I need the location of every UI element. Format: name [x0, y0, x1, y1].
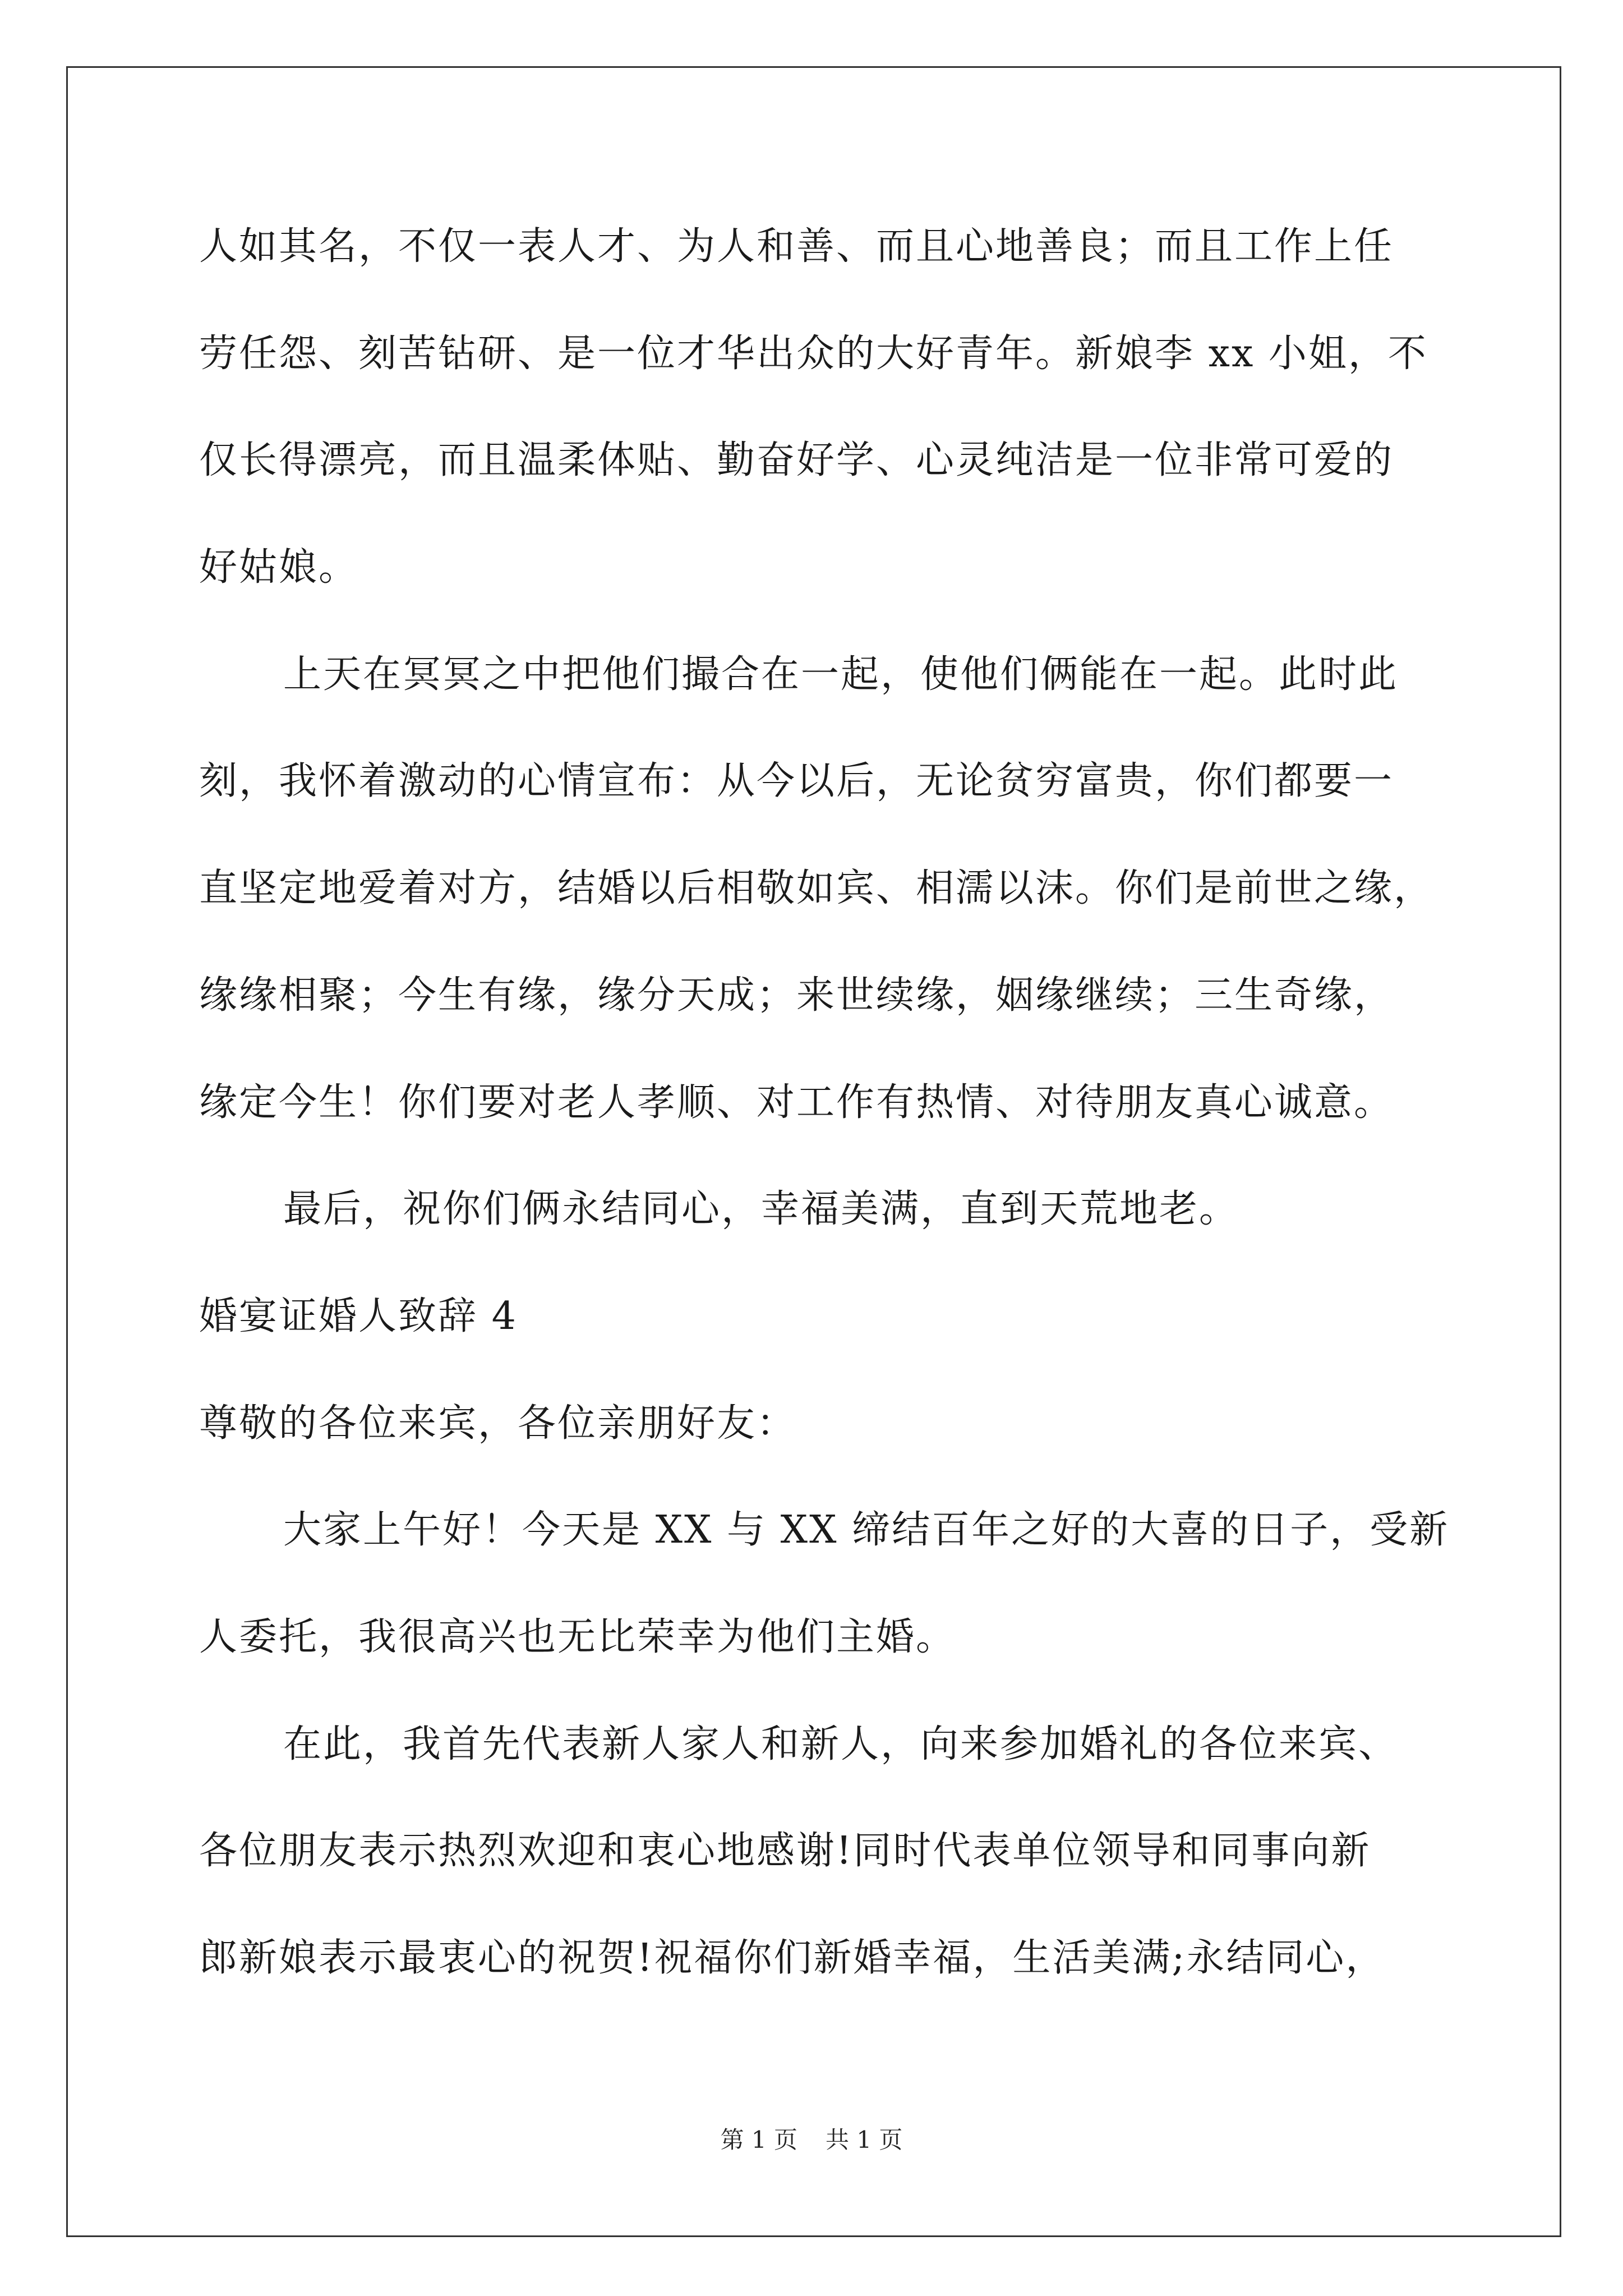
section-heading: 婚宴证婚人致辞 4 — [199, 1294, 518, 1338]
salutation: 尊敬的各位来宾，各位亲朋好友： — [199, 1401, 797, 1446]
text-line: 郎新娘表示最衷心的祝贺!祝福你们新婚幸福，生活美满;永结同心， — [199, 1936, 1386, 1980]
text-line: 直坚定地爱着对方，结婚以后相敬如宾、相濡以沫。你们是前世之缘， — [199, 866, 1434, 911]
page-total: 共 1 页 — [826, 2126, 903, 2154]
text-line: 好姑娘。 — [199, 545, 359, 590]
page-footer — [0, 2123, 1623, 2157]
text-line: 刻，我怀着激动的心情宣布：从今以后，无论贫穷富贵，你们都要一 — [199, 759, 1394, 804]
text-line: 劳任怨、刻苦钻研、是一位才华出众的大好青年。新娘李 xx 小姐，不 — [199, 331, 1428, 376]
text-line: 人如其名，不仅一表人才、为人和善、而且心地善良；而且工作上任 — [199, 224, 1394, 269]
document-body — [199, 194, 1472, 2012]
paragraph-start-line: 在此，我首先代表新人家人和新人，向来参加婚礼的各位来宾、 — [283, 1722, 1399, 1766]
page-number: 第 1 页 — [720, 2126, 797, 2154]
paragraph-start-line: 大家上午好！今天是 XX 与 XX 缔结百年之好的大喜的日子，受新 — [283, 1508, 1450, 1553]
text-line: 人委托，我很高兴也无比荣幸为他们主婚。 — [199, 1614, 956, 1659]
paragraph-start-line: 上天在冥冥之中把他们撮合在一起，使他们俩能在一起。此时此 — [283, 652, 1399, 697]
text-line: 缘缘相聚；今生有缘，缘分天成；来世续缘，姻缘继续；三生奇缘， — [199, 973, 1394, 1018]
text-line: 仅长得漂亮，而且温柔体贴、勤奋好学、心灵纯洁是一位非常可爱的 — [199, 438, 1394, 483]
text-line: 各位朋友表示热烈欢迎和衷心地感谢!同时代表单位领导和同事向新 — [199, 1829, 1371, 1874]
text-line: 缘定今生！你们要对老人孝顺、对工作有热情、对待朋友真心诚意。 — [199, 1080, 1394, 1125]
paragraph-start-line: 最后，祝你们俩永结同心，幸福美满，直到天荒地老。 — [283, 1187, 1239, 1232]
